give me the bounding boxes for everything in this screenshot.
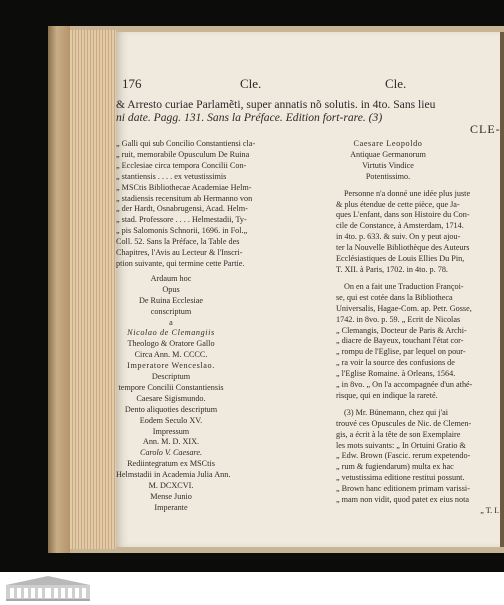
page-number: 176	[122, 76, 142, 91]
text-line: Personne n'a donné une idée plus juste	[344, 188, 471, 198]
footnote	[336, 408, 503, 517]
text-line: „ vetustissima editione restitui possunt.	[336, 473, 465, 483]
inscription-line: Theologo & Oratore Gallo	[127, 339, 215, 349]
inscription-line: M. DCXCVI.	[148, 481, 194, 491]
text-line: risque, qui en indique la rareté.	[336, 390, 438, 400]
inscription-line: Opus	[162, 284, 180, 294]
text-line: se, qui est cotée dans la Bibliotheca	[336, 292, 453, 302]
text-line: „ ra voir la source des confusions de	[336, 358, 455, 368]
inscription-line: Potentissimo.	[365, 171, 411, 181]
inscription-line: De Ruina Ecclesiae	[138, 295, 204, 305]
text-line: „ pis Salomonis Schnorii, 1696. in Fol.„	[116, 226, 248, 236]
inscription	[116, 273, 231, 514]
text-line: ter la Nouvelle Bibliothèque des Auteurs	[336, 243, 470, 253]
inscription-line: Ardaum hoc	[150, 273, 192, 283]
intro-line-1: & Arresto curiae Parlamẽti, super annatis nõ solutis. in 4to. Sans lieu	[116, 98, 436, 111]
text-line: On en a fait une Traduction Françoi-	[344, 281, 464, 291]
text-line: in 4to. p. 633. & suiv. On y peut ajou-	[336, 232, 461, 242]
text-line: „ diacre de Bayeux, touchant l'état cor-	[336, 336, 464, 346]
inscription-line: a	[169, 317, 173, 327]
library-building-icon	[4, 575, 92, 602]
text-line: Chapitres, l'Avis au Lecteur & l'Inscri-	[116, 248, 243, 258]
book-edge	[48, 26, 70, 553]
text-line: „ stadiensis recensitum ab Hermanno von	[116, 193, 253, 203]
text-line: „ Edw. Brown (Fascic. rerum expetendo-	[336, 451, 471, 461]
text-line: „ rompu de l'Eglise, par lequel on pour-	[336, 347, 466, 357]
paragraph	[336, 282, 503, 402]
text-line: & plus étendue de cette pièce, que Ja-	[336, 199, 460, 209]
text-line: „ stantiensis . . . . ex vetustissimis	[116, 171, 227, 181]
inscription-line: Eodem Seculo XV.	[139, 415, 203, 425]
running-header	[0, 76, 504, 92]
text-line: ques L'enfant, dans son Histoire du Con-	[336, 210, 470, 220]
catchword: CLE-	[470, 122, 501, 136]
inscription-line: tempore Concilii Constantiensis	[118, 382, 224, 392]
text-line: „ Ecclesiae circa tempora Concilii Con-	[116, 160, 247, 170]
inscription-line: Descriptum	[151, 372, 191, 382]
text-line: „ l'Eglise Romaine. à Orleans, 1564.	[336, 369, 456, 379]
text-line: „ in 8vo. „ On l'a accompagnée d'un athé-	[336, 380, 473, 390]
text-line: „ rum & fugiendarum) multa ex hac	[336, 462, 454, 472]
header-left-title: Cle.	[240, 76, 262, 91]
paragraph	[336, 189, 503, 276]
inscription-line: Nicolao de Clemangiis	[127, 328, 215, 338]
text-line: 1742. in 8vo. p. 59. „ Ecrit de Nicolas	[336, 314, 461, 324]
inscription-line: Virtutis Vindice	[362, 160, 414, 170]
inscription-continued	[328, 139, 448, 183]
text-line: „ MSCtis Bibliothecae Academiae Helm-	[116, 182, 252, 192]
inscription-line: conscriptum	[150, 306, 192, 316]
inscription-line: Ann. M. D. XIX.	[142, 437, 200, 447]
inscription-line: Helmstadii in Academia Julia Ann.	[116, 470, 231, 480]
inscription-line: Rediintegratum ex MSCtis	[127, 459, 215, 469]
inscription-line: Circa Ann. M. CCCC.	[134, 350, 208, 360]
text-line: „ stad. Professore . . . . Helmestadii, Ty-	[116, 215, 247, 225]
inscription-line: Imperatore Wenceslao.	[127, 361, 215, 371]
inscription-line: Imperante	[154, 502, 188, 512]
text-line: „ der Hardt, Osnabrugensi, Acad. Helm-	[116, 204, 248, 214]
text-line: „ Galli qui sub Concilio Constantiensi cla-	[116, 139, 256, 148]
text-line: T. XII. à Paris, 1702. in 4to. p. 78.	[336, 264, 448, 274]
inscription-line: Carolo V. Caesare.	[139, 448, 202, 458]
inscription-line: Caesare Sigismundo.	[136, 393, 206, 403]
footer-bar	[0, 572, 504, 605]
inscription-line: Dento aliquoties descriptum	[124, 404, 218, 414]
right-column	[336, 139, 503, 517]
text-line: trouvé ces Opuscules de Nic. de Clemen-	[336, 418, 472, 428]
left-column	[116, 139, 328, 514]
inscription-line: Antiquae Germanorum	[350, 149, 426, 159]
text-line: „ mam non vidit, quod patet ex eius nota	[336, 495, 470, 505]
text-line: „ T. I.	[480, 506, 499, 515]
text-line: les mots suivants: „ In Ortuini Gratio &	[336, 440, 466, 450]
inscription-line: Caesare Leopoldo	[353, 139, 423, 148]
intro-line-2: ni date. Pagg. 131. Sans la Préface. Edition fort-rare. (3)	[116, 111, 383, 124]
text-line: Coll. 52. Sans la Préface, la Table des	[116, 237, 240, 247]
text-line: Ecclésiastiques de Louis Ellies Du Pin,	[336, 254, 465, 264]
page-gutter	[70, 30, 116, 549]
text-line: gis, a écrit à la tête de son Exemplaire	[336, 429, 461, 439]
header-right-title: Cle.	[385, 76, 407, 91]
text-line: „ Brown hanc editionem primam varissi-	[336, 484, 470, 494]
text-line: Universalis, Hagae-Com. ap. Petr. Gosse,	[336, 303, 472, 313]
text-line: „ ruit, memorabile Opusculum De Ruina	[116, 149, 250, 159]
text-line: „ Clemangis, Docteur de Paris & Archi-	[336, 325, 467, 335]
inscription-line: Mense Junio	[150, 492, 192, 501]
inscription-line: Impressum	[152, 426, 190, 436]
text-line: ption suivante, qui termine cette Partie.	[116, 258, 245, 268]
text-line: (3) Mr. Bünemann, chez qui j'ai	[344, 407, 449, 417]
text-line: cile de Constance, à Amsterdam, 1714.	[336, 221, 464, 231]
